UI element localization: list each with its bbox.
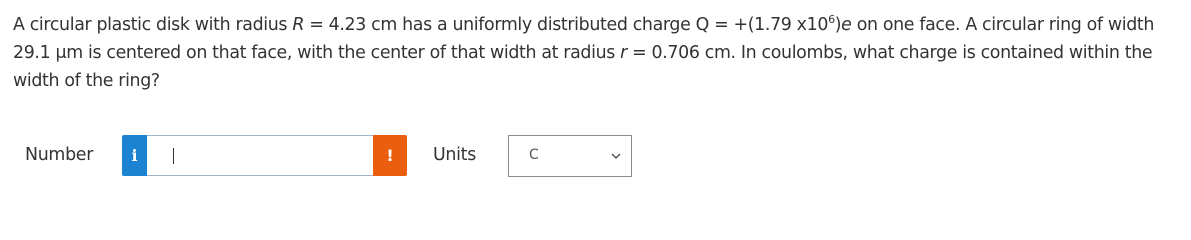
var-R: R xyxy=(292,15,305,35)
units-select[interactable] xyxy=(508,135,632,177)
answer-row xyxy=(0,134,1191,178)
info-icon[interactable]: i xyxy=(122,135,147,176)
chevron-down-icon xyxy=(611,152,621,160)
question-part2: = 4.23 cm has a uniformly distributed charge Q = +(1.79 x10 xyxy=(304,15,829,35)
number-label: Number xyxy=(25,145,94,165)
question-part1: A circular plastic disk with radius xyxy=(13,15,293,35)
question-part4: on one face. A circular ring of width 29.1 μm is centered on that face, with the center of that width at radius xyxy=(13,15,1155,63)
number-input[interactable] xyxy=(147,135,373,176)
question-part5: = 0.706 cm. In coulombs, what charge is contained within the width of the ring? xyxy=(13,43,1153,91)
units-selected-value: C xyxy=(529,147,539,163)
units-label: Units xyxy=(433,145,476,165)
question-text xyxy=(13,11,1178,95)
exponent: 6 xyxy=(828,13,835,27)
warning-icon: ! xyxy=(373,135,407,176)
question-part3: ) xyxy=(834,15,842,35)
text-cursor xyxy=(173,148,174,164)
var-r: r xyxy=(620,43,627,63)
var-e: e xyxy=(841,15,852,35)
